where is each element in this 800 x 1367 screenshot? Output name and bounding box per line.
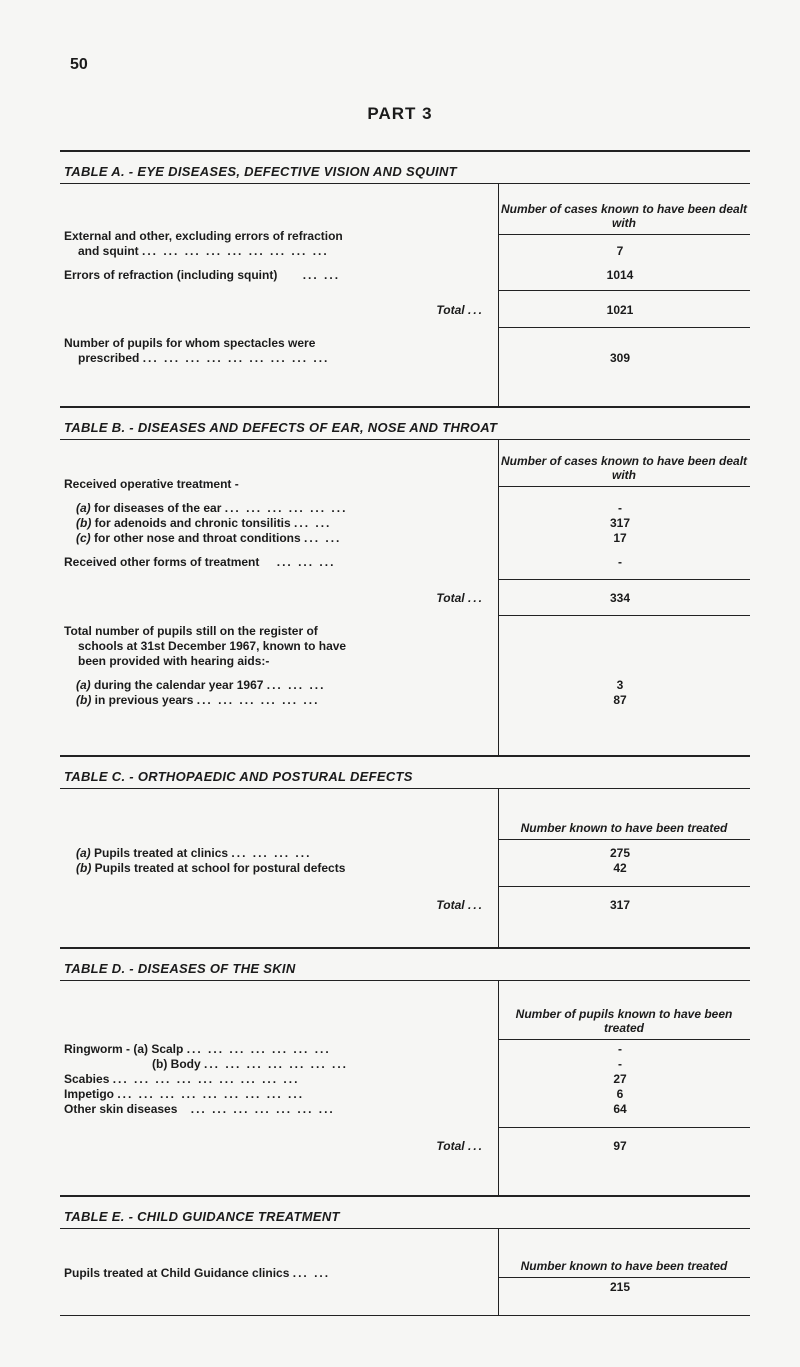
leader-dots: ... (467, 898, 484, 912)
row-value: 27 (613, 1072, 627, 1086)
table-b (60, 406, 750, 755)
table-row (60, 531, 750, 546)
leader-dots: ... (467, 1139, 484, 1153)
row-prefix: (b) (76, 516, 92, 530)
total-row (60, 591, 750, 606)
table-row (60, 555, 750, 570)
table-c (60, 755, 750, 947)
row-label: Total number of pupils still on the register of (64, 624, 318, 638)
row-value: 1014 (606, 268, 634, 282)
total-value: 1021 (606, 303, 634, 317)
row-label: Pupils treated at school for postural defects (94, 861, 346, 875)
row-prefix: (a) (76, 501, 91, 515)
row-value: 7 (616, 244, 624, 258)
row-label: schools at 31st December 1967, known to have (78, 639, 347, 653)
leader-dots: ... ... ... ... ... ... ... (186, 1042, 331, 1056)
table-row (60, 1042, 750, 1057)
row-value: 87 (613, 693, 627, 707)
row-label: for adenoids and chronic tonsilitis (94, 516, 291, 530)
table-row (60, 268, 750, 283)
table-row (60, 846, 750, 861)
row-label: Ringworm - (a) Scalp (64, 1042, 184, 1056)
leader-dots: ... ... ... ... ... ... ... ... ... (142, 244, 329, 258)
row-label: for diseases of the ear (94, 501, 222, 515)
section-heading (60, 477, 750, 492)
row-label: Received operative treatment - (64, 477, 239, 491)
table-a (60, 150, 750, 406)
row-label: and squint (78, 244, 139, 258)
row-label: Number of pupils for whom spectacles were (64, 336, 316, 350)
leader-dots: ... ... ... (276, 555, 336, 569)
table-e-title: TABLE E. - CHILD GUIDANCE TREATMENT (60, 1195, 750, 1228)
row-prefix: (b) (76, 861, 92, 875)
row-label: Impetigo (64, 1087, 114, 1101)
total-label: Total (436, 898, 465, 912)
row-value: 275 (609, 846, 631, 860)
table-a-body (60, 183, 750, 406)
row-value: 17 (613, 531, 627, 545)
row-label: Pupils treated at Child Guidance clinics (64, 1266, 290, 1280)
table-d-body (60, 980, 750, 1195)
total-value: 317 (609, 898, 631, 912)
table-row (60, 336, 750, 366)
table-row (60, 861, 750, 876)
table-b-column-header: Number of cases known to have been dealt with (498, 440, 750, 487)
row-label: Other skin diseases (64, 1102, 178, 1116)
row-value: - (618, 555, 622, 569)
table-a-title: TABLE A. - EYE DISEASES, DEFECTIVE VISION AND SQUINT (60, 150, 750, 183)
row-value: 6 (616, 1087, 624, 1101)
row-label: during the calendar year 1967 (94, 678, 264, 692)
table-row (60, 1087, 750, 1102)
row-label: been provided with hearing aids:- (78, 654, 270, 668)
row-label: Received other forms of treatment (64, 555, 260, 569)
row-label: prescribed (78, 351, 140, 365)
row-value: 3 (616, 678, 624, 692)
table-a-column-header: Number of cases known to have been dealt with (498, 184, 750, 235)
table-d-title: TABLE D. - DISEASES OF THE SKIN (60, 947, 750, 980)
row-value: 42 (613, 861, 627, 875)
leader-dots: ... ... ... ... ... ... ... (190, 1102, 335, 1116)
leader-dots: ... ... (292, 1266, 331, 1280)
table-row (60, 1102, 750, 1117)
total-label: Total (436, 1139, 465, 1153)
row-prefix: (c) (76, 531, 91, 545)
total-label: Total (436, 303, 465, 317)
table-row (60, 1072, 750, 1087)
table-c-body (60, 788, 750, 947)
table-e-column-header: Number known to have been treated (498, 1229, 750, 1278)
table-row (60, 624, 750, 669)
leader-dots: ... (467, 591, 484, 605)
leader-dots: ... ... ... ... ... ... (196, 693, 320, 707)
table-b-title: TABLE B. - DISEASES AND DEFECTS OF EAR, NOSE AND THROAT (60, 406, 750, 439)
row-prefix: (a) (76, 846, 91, 860)
row-label: for other nose and throat conditions (94, 531, 301, 545)
total-row (60, 1139, 750, 1154)
leader-dots: ... ... (304, 531, 342, 545)
row-value: 215 (609, 1280, 631, 1294)
leader-dots: ... ... (302, 268, 341, 282)
part-heading: PART 3 (367, 104, 433, 123)
row-value: 317 (609, 516, 631, 530)
total-value: 334 (609, 591, 631, 605)
table-row (60, 1266, 750, 1295)
table-row (60, 501, 750, 516)
row-value: 309 (609, 351, 631, 365)
total-value: 97 (613, 1139, 627, 1153)
row-value: - (618, 1057, 622, 1071)
row-label: Scabies (64, 1072, 110, 1086)
leader-dots: ... ... ... ... (231, 846, 312, 860)
row-prefix: (a) (76, 678, 91, 692)
leader-dots: ... ... ... ... ... ... ... ... ... (112, 1072, 300, 1086)
table-row (60, 678, 750, 693)
row-label: Pupils treated at clinics (94, 846, 229, 860)
total-label: Total (436, 591, 465, 605)
row-value: 64 (613, 1102, 627, 1116)
row-prefix: (b) (76, 693, 92, 707)
leader-dots: ... (467, 303, 484, 317)
table-e-body (60, 1228, 750, 1316)
row-label: in previous years (94, 693, 194, 707)
leader-dots: ... ... ... ... ... ... (224, 501, 348, 515)
page-number: 50 (70, 56, 88, 73)
table-d-column-header: Number of pupils known to have been treated (498, 981, 750, 1040)
leader-dots: ... ... ... ... ... ... ... ... ... (142, 351, 330, 365)
table-b-body (60, 439, 750, 755)
table-row (60, 516, 750, 531)
leader-dots: ... ... ... ... ... ... ... (204, 1057, 349, 1071)
table-row (60, 229, 750, 259)
table-d (60, 947, 750, 1195)
table-row (60, 1057, 750, 1072)
total-row (60, 898, 750, 913)
row-label: Errors of refraction (including squint) (64, 268, 278, 282)
table-c-title: TABLE C. - ORTHOPAEDIC AND POSTURAL DEFECTS (60, 755, 750, 788)
row-value: - (618, 501, 622, 515)
row-label: External and other, excluding errors of refraction (64, 229, 343, 243)
leader-dots: ... ... ... (266, 678, 326, 692)
report-tables (60, 150, 750, 1316)
total-row (60, 303, 750, 318)
table-c-column-header: Number known to have been treated (498, 789, 750, 840)
table-row (60, 693, 750, 708)
row-label: (b) Body (152, 1057, 201, 1071)
leader-dots: ... ... (294, 516, 332, 530)
row-value: - (618, 1042, 622, 1056)
table-e (60, 1195, 750, 1316)
leader-dots: ... ... ... ... ... ... ... ... ... (117, 1087, 305, 1101)
